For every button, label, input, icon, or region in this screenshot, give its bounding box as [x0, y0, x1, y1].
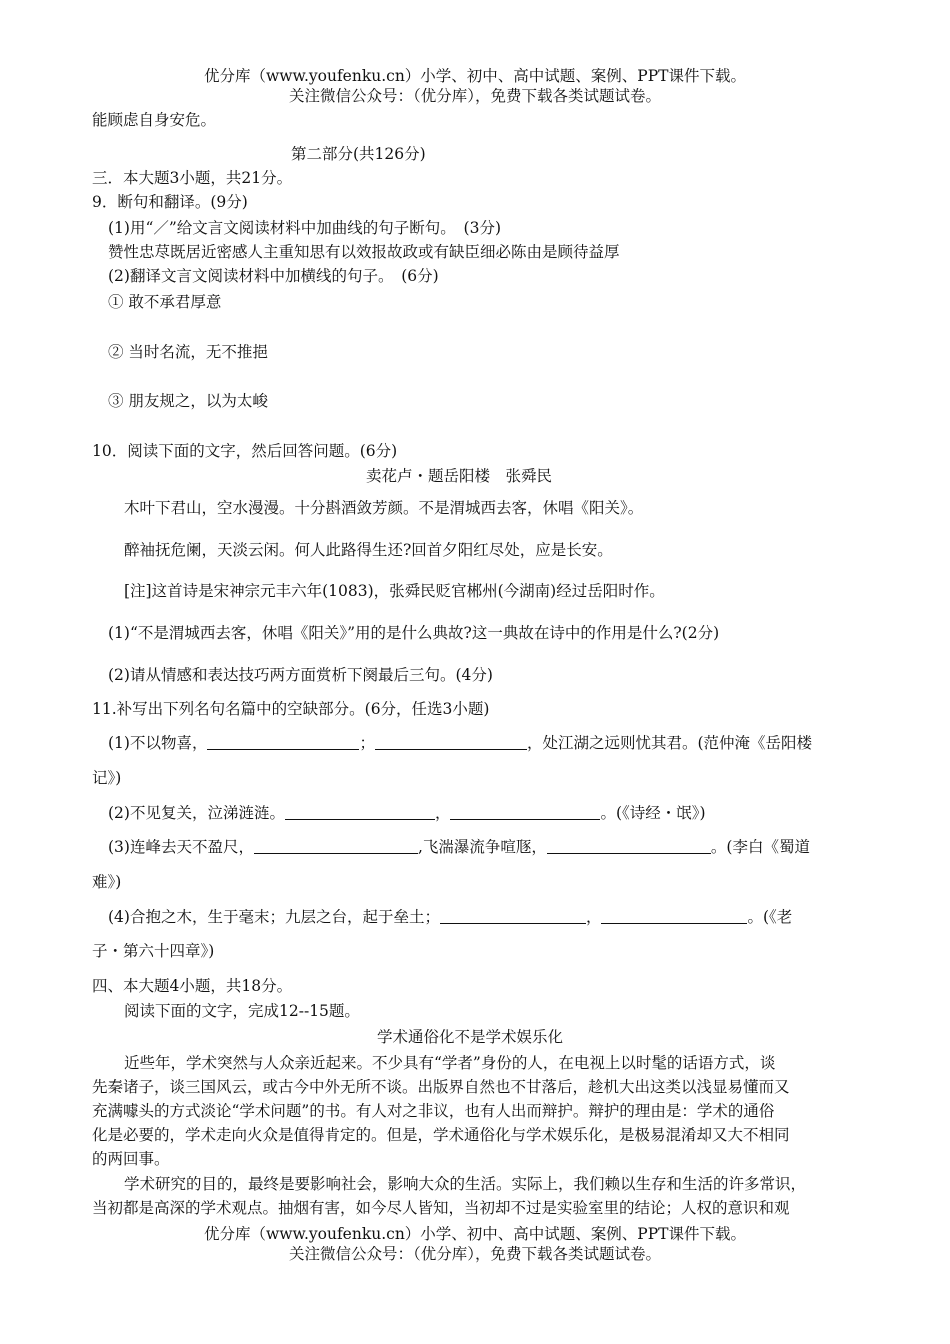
answer-blank[interactable]	[375, 733, 527, 750]
q11-item-4-cont: 子・第六十四章》)	[92, 942, 215, 960]
article-p1-line: 的两回事。	[92, 1150, 170, 1168]
part-two-title: 第二部分(共126分)	[291, 145, 426, 163]
q11-item-1-text-a: (1)不以物喜，	[108, 734, 208, 752]
section-three-heading: 三．本大题3小题，共21分。	[92, 169, 293, 187]
q11-item-1	[108, 733, 812, 753]
q9-item-2: ② 当时名流，无不推挹	[108, 343, 268, 361]
q11-item-4	[108, 907, 792, 927]
q10-sub2: (2)请从情感和表达技巧两方面赏析下阕最后三句。(4分)	[108, 666, 493, 684]
answer-blank[interactable]	[547, 837, 711, 854]
q9-sub2: (2)翻译文言文阅读材料中加横线的句子。 (6分)	[108, 267, 439, 285]
q11-item-4-text-a: (4)合抱之木，生于毫末；九层之台，起于垒土；	[108, 908, 440, 926]
article-p1-line: 先秦诸子，谈三国风云，或古今中外无所不谈。出版界自然也不甘落后，趁机大出这类以浅显易懂而又	[92, 1078, 790, 1096]
footer-line-2: 关注微信公众号：（优分库），免费下载各类试题试卷。	[288, 1245, 661, 1263]
q11-item-3-text-b: ,飞湍瀑流争喧豗，	[417, 838, 547, 856]
footer-line-1: 优分库（www.youfenku.cn）小学、初中、高中试题、案例、PPT课件下载。	[203, 1225, 747, 1243]
q9-sentence: 赞性忠荩既居近密感人主重知思有以效报故政或有缺臣细必陈由是顾待益厚	[108, 243, 620, 261]
q10-note: [注]这首诗是宋神宗元丰六年(1083)，张舜民贬官郴州(今湖南)经过岳阳时作。	[124, 582, 665, 600]
answer-blank[interactable]	[285, 803, 435, 820]
q11-item-2-text-b: ，	[434, 804, 451, 822]
header-line-1: 优分库（www.youfenku.cn）小学、初中、高中试题、案例、PPT课件下载。	[203, 67, 747, 85]
q9-sub1: (1)用“／”给文言文阅读材料中加曲线的句子断句。 (3分)	[108, 219, 502, 237]
reading-instruction: 阅读下面的文字，完成12--15题。	[124, 1002, 360, 1020]
answer-blank[interactable]	[254, 837, 418, 854]
q11-item-1-cont: 记》)	[92, 769, 122, 787]
q10-sub1: (1)“不是渭城西去客，休唱《阳关》”用的是什么典故?这一典故在诗中的作用是什么?(2分)	[108, 624, 720, 642]
q10-title: 10．阅读下面的文字，然后回答问题。(6分)	[92, 442, 398, 460]
q11-item-2	[108, 803, 706, 823]
q11-item-3-cont: 难》)	[92, 873, 122, 891]
q11-title: 11.补写出下列名句名篇中的空缺部分。(6分，任选3小题)	[92, 700, 490, 718]
q11-item-2-text-c: 。(《诗经・氓》)	[600, 804, 706, 822]
article-p2-line: 学术研究的目的，最终是要影响社会，影响大众的生活。实际上，我们赖以生存和生活的许多常识，	[124, 1175, 807, 1193]
carryover-text: 能顾虑自身安危。	[92, 111, 217, 129]
q11-item-3	[108, 837, 810, 857]
header-line-2: 关注微信公众号：（优分库），免费下载各类试题试卷。	[288, 87, 661, 105]
q10-poem-title: 卖花卢・题岳阳楼 张舜民	[366, 467, 553, 485]
q11-item-3-text-c: 。(李白《蜀道	[710, 838, 810, 856]
q11-item-1-text-b: ；	[359, 734, 375, 752]
q11-item-1-text-c: ，处江湖之远则忧其君。(范仲淹《岳阳楼	[526, 734, 813, 752]
q9-item-1: ① 敢不承君厚意	[108, 293, 222, 311]
section-four-heading: 四、本大题4小题，共18分。	[92, 977, 293, 995]
article-p2-line: 当初都是高深的学术观点。抽烟有害，如今尽人皆知，当初却不过是实验室里的结论；人权的意识和观	[92, 1199, 790, 1217]
answer-blank[interactable]	[207, 733, 359, 750]
q10-poem-line-2: 醉袖抚危阑，天淡云闲。何人此路得生还?回首夕阳红尽处，应是长安。	[124, 541, 613, 559]
answer-blank[interactable]	[440, 907, 586, 924]
q11-item-4-text-c: 。(《老	[747, 908, 793, 926]
q11-item-4-text-b: ，	[585, 908, 602, 926]
article-title: 学术通俗化不是学术娱乐化	[377, 1028, 564, 1046]
q11-item-3-text-a: (3)连峰去天不盈尺，	[108, 838, 254, 856]
article-p1-line: 化是必要的，学术走向火众是值得肯定的。但是，学术通俗化与学术娱乐化，是极易混淆却又大不相同	[92, 1126, 790, 1144]
q9-title: 9．断句和翻译。(9分)	[92, 193, 248, 211]
q11-item-2-text-a: (2)不见复关，泣涕涟涟。	[108, 804, 285, 822]
q10-poem-line-1: 木叶下君山，空水漫漫。十分斟酒敛芳颜。不是渭城西去客，休唱《阳关》。	[124, 499, 644, 517]
article-p1-line: 充满噱头的方式淡论“学术问题”的书。有人对之非议，也有人出而辩护。辩护的理由是：学术的通俗	[92, 1102, 775, 1120]
q9-item-3: ③ 朋友规之，以为太峻	[108, 392, 268, 410]
article-p1-line: 近些年，学术突然与人众亲近起来。不少具有“学者”身份的人，在电视上以时髦的话语方式，谈	[124, 1054, 776, 1072]
answer-blank[interactable]	[450, 803, 600, 820]
answer-blank[interactable]	[601, 907, 747, 924]
